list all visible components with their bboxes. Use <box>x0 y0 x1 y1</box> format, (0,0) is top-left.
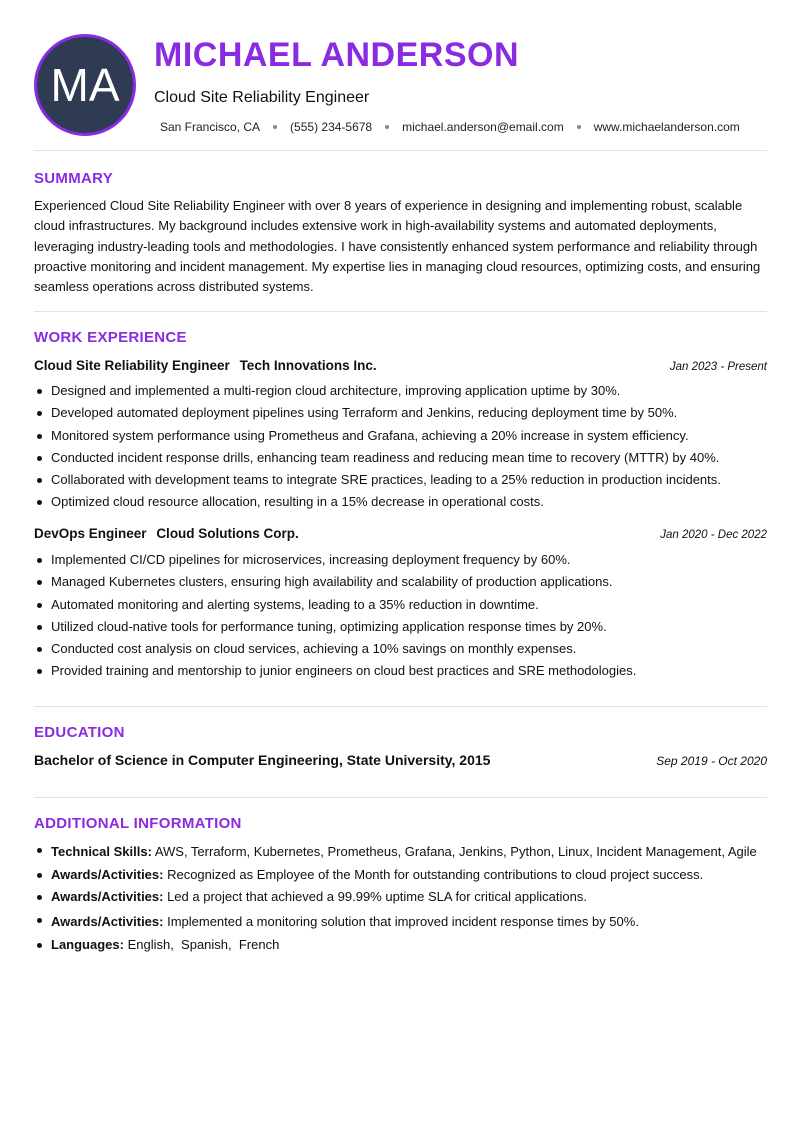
summary-heading: SUMMARY <box>34 170 114 187</box>
candidate-name: MICHAEL ANDERSON <box>154 36 520 74</box>
section-divider <box>34 706 767 707</box>
job-role: Cloud Site Reliability Engineer <box>34 358 230 373</box>
list-item: Managed Kubernetes clusters, ensuring high availability and scalability of production applications. <box>34 571 767 593</box>
section-divider <box>34 311 767 312</box>
list-item: Utilized cloud-native tools for performance tuning, optimizing application response times by 20%. <box>34 616 767 638</box>
list-item: Designed and implemented a multi-region cloud architecture, improving application uptime by 30%. <box>34 380 767 402</box>
job-role: DevOps Engineer <box>34 526 147 541</box>
list-item: Monitored system performance using Prometheus and Grafana, achieving a 20% increase in system efficiency. <box>34 425 767 447</box>
item-label: Languages: <box>51 936 124 952</box>
job-title: Cloud Site Reliability Engineer <box>154 89 370 106</box>
item-text: Recognized as Employee of the Month for outstanding contributions to cloud project success. <box>163 867 704 882</box>
item-text: Led a project that achieved a 99.99% uptime SLA for critical applications. <box>163 889 587 905</box>
list-item <box>34 909 767 934</box>
job-role-company <box>34 526 299 541</box>
item-text: English, Spanish, French <box>123 936 280 952</box>
list-item <box>34 886 767 908</box>
job-bullet-list <box>34 549 767 683</box>
item-label: Technical Skills: <box>51 844 152 859</box>
separator-dot <box>273 125 277 129</box>
education-dates: Sep 2019 - Oct 2020 <box>656 754 767 768</box>
list-item: Conducted cost analysis on cloud services, achieving a 10% savings on monthly expenses. <box>34 638 767 660</box>
education-entry <box>34 752 767 768</box>
separator-dot <box>385 125 389 129</box>
item-text: Implemented a monitoring solution that improved incident response times by 50%. <box>163 913 639 929</box>
education-heading: EDUCATION <box>34 724 125 741</box>
job-header <box>34 526 767 541</box>
list-item <box>34 934 767 956</box>
separator-dot <box>577 125 581 129</box>
list-item: Developed automated deployment pipelines using Terraform and Jenkins, reducing deployment time by 50%. <box>34 402 767 424</box>
job-role-company <box>34 358 377 373</box>
section-divider <box>34 797 767 798</box>
list-item: Automated monitoring and alerting systems, leading to a 35% reduction in downtime. <box>34 594 767 616</box>
education-degree: Bachelor of Science in Computer Engineering, State University, 2015 <box>34 752 491 768</box>
section-divider <box>34 150 767 151</box>
contact-location: San Francisco, CA <box>160 120 261 134</box>
list-item: Optimized cloud resource allocation, resulting in a 15% decrease in operational costs. <box>34 491 767 513</box>
list-item: Conducted incident response drills, enhancing team readiness and reducing mean time to recovery (MTTR) by 40%. <box>34 447 767 469</box>
list-item: Collaborated with development teams to integrate SRE practices, leading to a 25% reduction in production incidents. <box>34 469 767 491</box>
item-text: AWS, Terraform, Kubernetes, Prometheus, Grafana, Jenkins, Python, Linux, Incident Management, Agile <box>151 844 757 859</box>
summary-text: Experienced Cloud Site Reliability Engineer with over 8 years of experience in designing and implementing robust, scalable cloud infrastructures. My background includes extensive work in high-availability systems and automated deployments, leveraging industry-leading tools and methodologies. I have consistently enhanced system performance and reliability through proactive monitoring and incident management. My expertise lies in managing cloud resources, optimizing costs, and ensuring seamless operations across distributed systems. <box>34 198 761 295</box>
list-item: Provided training and mentorship to junior engineers on cloud best practices and SRE methodologies. <box>34 660 767 682</box>
avatar-initials: MA <box>34 34 136 136</box>
contact-line <box>160 120 740 134</box>
item-label: Awards/Activities: <box>51 913 164 929</box>
item-label: Awards/Activities: <box>51 889 164 905</box>
job-company: Cloud Solutions Corp. <box>156 526 299 541</box>
experience-heading: WORK EXPERIENCE <box>34 329 187 346</box>
additional-list <box>34 839 767 956</box>
contact-website[interactable]: www.michaelanderson.com <box>593 120 740 134</box>
contact-phone: (555) 234-5678 <box>290 120 373 134</box>
item-label: Awards/Activities: <box>51 867 164 882</box>
list-item <box>34 839 767 864</box>
job-dates: Jan 2020 - Dec 2022 <box>660 529 767 541</box>
list-item <box>34 864 767 886</box>
contact-email[interactable]: michael.anderson@email.com <box>402 120 564 134</box>
job-header <box>34 358 767 373</box>
additional-heading: ADDITIONAL INFORMATION <box>34 815 242 832</box>
job-dates: Jan 2023 - Present <box>669 361 767 373</box>
list-item: Implemented CI/CD pipelines for microservices, increasing deployment frequency by 60%. <box>34 549 767 571</box>
job-bullet-list <box>34 380 767 514</box>
job-company: Tech Innovations Inc. <box>239 358 377 373</box>
